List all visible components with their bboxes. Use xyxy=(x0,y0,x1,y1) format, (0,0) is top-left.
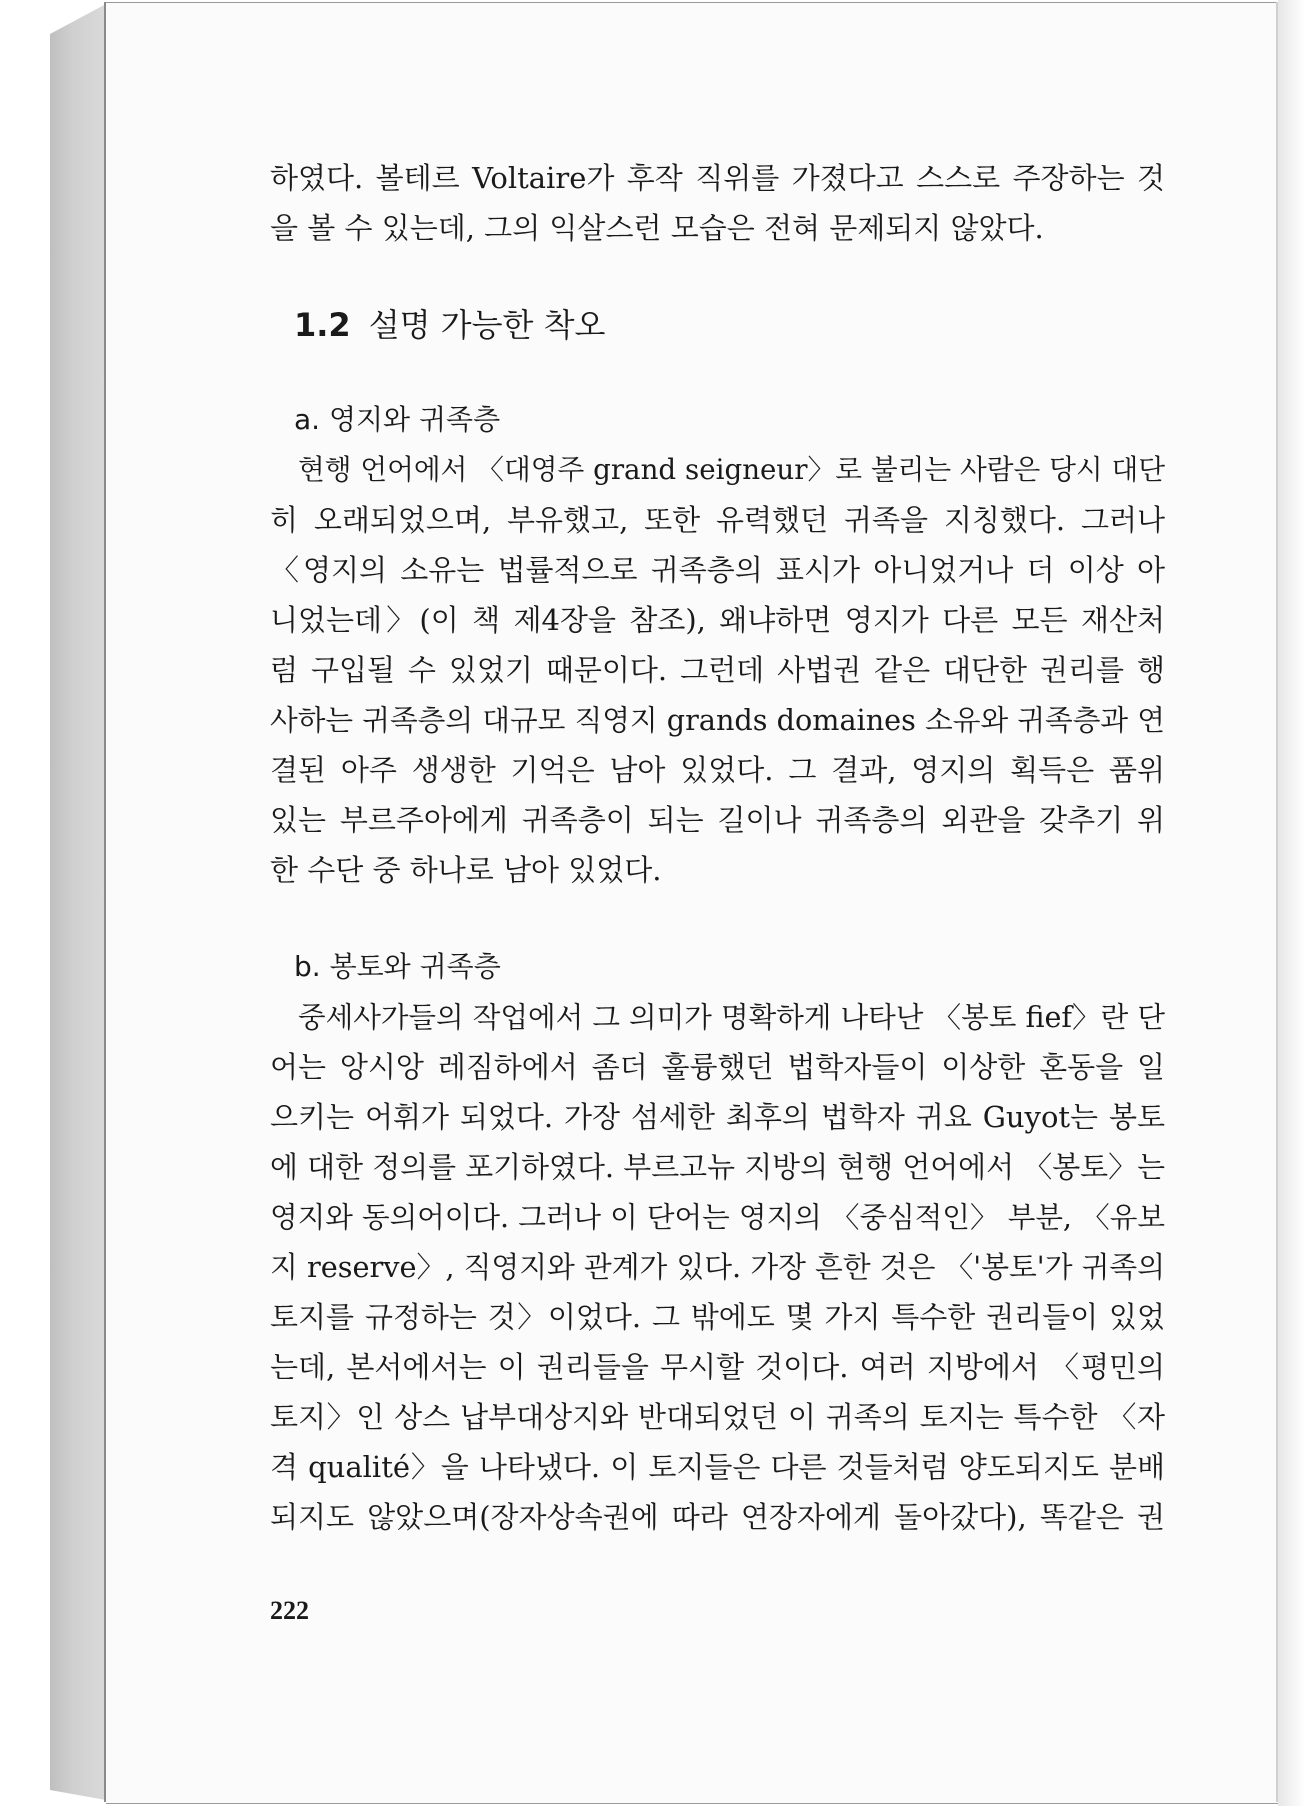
book-spine xyxy=(50,4,106,1800)
text-line: 는데, 본서에서는 이 권리들을 무시할 것이다. 여러 지방에서 〈평민의 xyxy=(270,1350,1165,1384)
text-line: 현행 언어에서 〈대영주 grand seigneur〉로 불리는 사람은 당시 대단 xyxy=(298,453,1165,486)
text-line: 〈영지의 소유는 법률적으로 귀족층의 표시가 아니었거나 더 이상 아 xyxy=(270,553,1165,587)
text-line: 히 오래되었으며, 부유했고, 또한 유력했던 귀족을 지칭했다. 그러나 xyxy=(270,503,1165,537)
text-line: 영지와 동의어이다. 그러나 이 단어는 영지의 〈중심적인〉 부분, 〈유보 xyxy=(270,1200,1165,1234)
text-line: 격 qualité〉을 나타냈다. 이 토지들은 다른 것들처럼 양도되지도 분배 xyxy=(270,1450,1165,1484)
page-number: 222 xyxy=(270,1596,309,1625)
text-line: 중세사가들의 작업에서 그 의미가 명확하게 나타난 〈봉토 fief〉란 단 xyxy=(298,1000,1165,1034)
text-line: 있는 부르주아에게 귀족층이 되는 길이나 귀족층의 외관을 갖추기 위 xyxy=(270,803,1165,837)
text-line: 을 볼 수 있는데, 그의 익살스런 모습은 전혀 문제되지 않았다. xyxy=(270,211,1044,245)
section-number: 1.2 xyxy=(294,306,351,344)
text-line: 되지도 않았으며(장자상속권에 따라 연장자에게 돌아갔다), 똑같은 권 xyxy=(270,1500,1165,1534)
text-line: 럼 구입될 수 있었기 때문이다. 그런데 사법권 같은 대단한 권리를 행 xyxy=(270,653,1165,687)
text-line: 으키는 어휘가 되었다. 가장 섬세한 최후의 법학자 귀요 Guyot는 봉토 xyxy=(270,1100,1165,1134)
page-right-edge xyxy=(1276,2,1278,1802)
text-line: 에 대한 정의를 포기하였다. 부르고뉴 지방의 현행 언어에서 〈봉토〉는 xyxy=(270,1150,1165,1184)
text-line: 토지를 규정하는 것〉이었다. 그 밖에도 몇 가지 특수한 권리들이 있었 xyxy=(270,1300,1165,1334)
section-title: 설명 가능한 착오 xyxy=(368,306,606,344)
subsection-heading-a: a. 영지와 귀족층 xyxy=(294,403,501,436)
section-heading xyxy=(294,300,605,346)
subsection-heading-b: b. 봉토와 귀족층 xyxy=(294,950,501,983)
text-line: 결된 아주 생생한 기억은 남아 있었다. 그 결과, 영지의 획득은 품위 xyxy=(270,753,1165,787)
text-line: 한 수단 중 하나로 남아 있었다. xyxy=(270,853,662,887)
text-line: 하였다. 볼테르 Voltaire가 후작 직위를 가졌다고 스스로 주장하는 것 xyxy=(270,161,1165,195)
text-line: 지 reserve〉, 직영지와 관계가 있다. 가장 흔한 것은 〈'봉토'가 귀족의 xyxy=(270,1250,1165,1284)
book-right-edge xyxy=(1278,0,1305,1806)
intro-paragraph xyxy=(270,153,1165,253)
text-line: 니었는데〉(이 책 제4장을 참조), 왜냐하면 영지가 다른 모든 재산처 xyxy=(270,603,1165,637)
text-line: 사하는 귀족층의 대규모 직영지 grands domaines 소유와 귀족층과 연 xyxy=(270,703,1165,737)
text-line: 토지〉인 상스 납부대상지와 반대되었던 이 귀족의 토지는 특수한 〈자 xyxy=(270,1400,1165,1434)
paragraph-b xyxy=(270,992,1165,1542)
text-line: 어는 앙시앙 레짐하에서 좀더 훌륭했던 법학자들이 이상한 혼동을 일 xyxy=(270,1050,1165,1084)
paragraph-a xyxy=(270,445,1165,895)
